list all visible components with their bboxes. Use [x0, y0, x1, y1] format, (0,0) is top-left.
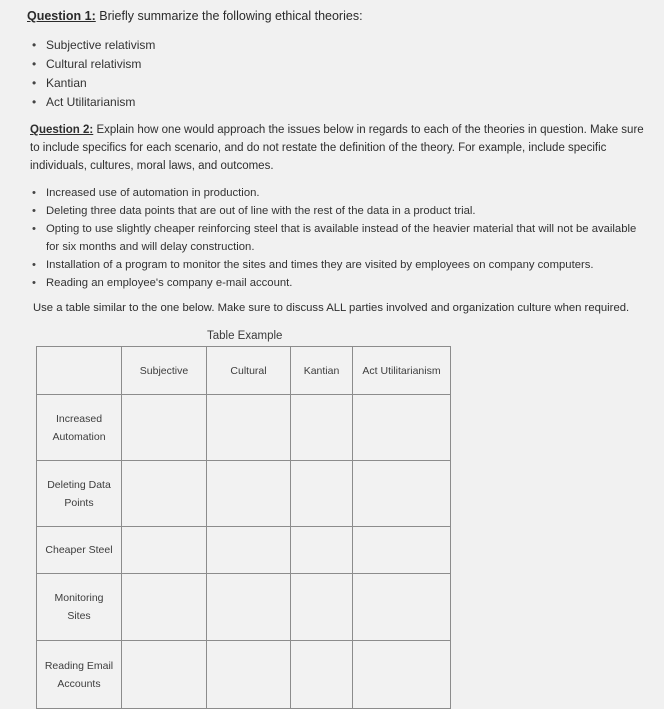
row-label-line: Increased — [55, 412, 103, 425]
table-cell — [353, 461, 451, 527]
table-cell — [353, 574, 451, 641]
table-cell — [291, 395, 353, 461]
list-item: • Act Utilitarianism — [30, 94, 155, 113]
table-row — [37, 574, 451, 641]
table-cell — [122, 527, 207, 574]
row-label-line: Accounts — [57, 677, 101, 690]
table-cell — [207, 395, 291, 461]
table-cell — [291, 574, 353, 641]
row-label-line: Automation — [52, 430, 106, 443]
header-cell-kantian: Kantian — [291, 347, 353, 395]
question-2-paragraph — [30, 121, 664, 175]
question-2-label: Question 2: — [30, 124, 94, 136]
table-cell — [207, 641, 291, 709]
question-2-line-2: to include specifics for each scenario, and do not restate the definition of the theory. For example, include specific — [30, 142, 607, 154]
header-cell-subjective: Subjective — [122, 347, 207, 395]
table-cell — [353, 395, 451, 461]
theories-list — [30, 37, 155, 113]
table-cell — [207, 574, 291, 641]
row-label-monitoring-sites — [37, 574, 122, 641]
question-1-text: Briefly summarize the following ethical theories: — [95, 9, 363, 23]
table-row — [37, 527, 451, 574]
list-item: • Increased use of automation in production. — [30, 184, 650, 202]
list-item: • Cultural relativism — [30, 56, 155, 75]
header-cell-act-utilitarianism: Act Utilitarianism — [353, 347, 451, 395]
table-row — [37, 641, 451, 709]
table-cell — [291, 527, 353, 574]
row-label-reading-email-accounts — [37, 641, 122, 709]
header-cell-empty — [37, 347, 122, 395]
table-caption: Table Example — [207, 330, 283, 342]
table-cell — [122, 641, 207, 709]
theories-table — [36, 346, 451, 709]
table-row — [37, 461, 451, 527]
table-cell — [122, 461, 207, 527]
row-label-line: Monitoring — [54, 592, 104, 604]
list-item: • Kantian — [30, 75, 155, 94]
question-2-line-1 — [30, 121, 664, 139]
table-cell — [122, 395, 207, 461]
table-instruction: Use a table similar to the one below. Make sure to discuss ALL parties involved and organization culture when required. — [33, 302, 630, 314]
table-cell — [207, 461, 291, 527]
table-cell — [291, 461, 353, 527]
table-cell — [353, 527, 451, 574]
table-row — [37, 395, 451, 461]
list-item: • Subjective relativism — [30, 37, 155, 56]
row-label-increased-automation — [37, 395, 122, 461]
list-item: • Installation of a program to monitor the sites and times they are visited by employees on company computers. — [30, 256, 650, 274]
table-cell — [291, 641, 353, 709]
table-header-row — [37, 347, 451, 395]
header-cell-cultural: Cultural — [207, 347, 291, 395]
question-1-heading — [27, 9, 363, 23]
list-item: • Opting to use slightly cheaper reinforcing steel that is available instead of the heavier material that will not be available for six months and will delay construction. — [30, 220, 644, 256]
row-label-line: Reading Email — [44, 659, 114, 672]
row-label-deleting-data-points — [37, 461, 122, 527]
table-cell — [122, 574, 207, 641]
list-item: • Reading an employee's company e-mail account. — [30, 274, 650, 292]
row-label-line: Sites — [67, 610, 91, 622]
question-2-line-3: individuals, cultures, moral laws, and outcomes. — [30, 160, 274, 172]
question-2-text-1: Explain how one would approach the issues below in regards to each of the theories in question. Make sure — [93, 124, 644, 136]
table-cell — [353, 641, 451, 709]
list-item: • Deleting three data points that are out of line with the rest of the data in a product trial. — [30, 202, 650, 220]
table-cell — [207, 527, 291, 574]
scenarios-list — [30, 184, 650, 292]
row-label-line: Cheaper Steel — [45, 544, 113, 556]
row-label-cheaper-steel — [37, 527, 122, 574]
row-label-line: Deleting Data — [47, 478, 111, 491]
question-1-label: Question 1: — [27, 9, 96, 23]
row-label-line: Points — [64, 496, 94, 509]
